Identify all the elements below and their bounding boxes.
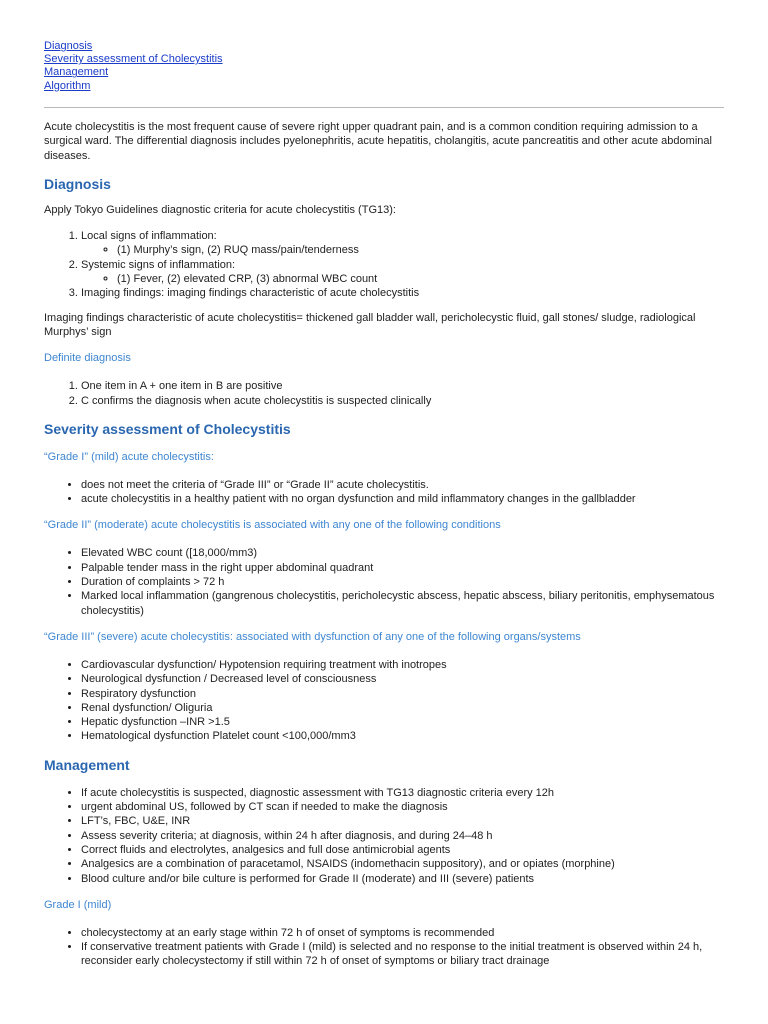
- toc-link-severity[interactable]: Severity assessment of Cholecystitis: [44, 53, 223, 66]
- grade-i-management-list: [44, 926, 728, 969]
- management-list: [44, 786, 728, 886]
- list-item: • does not meet the criteria of “Grade III” or “Grade II” acute cholecystitis.: [81, 478, 728, 492]
- grade-1-list: [44, 478, 728, 507]
- list-item: • If conservative treatment patients with Grade I (mild) is selected and no response to the initial treatment is observed within 24 h, reconsider early cholecystectomy if still within 72 h of onset of symptoms or biliary tract drainage: [81, 940, 728, 969]
- list-item: 3. Imaging findings: imaging findings characteristic of acute cholecystitis: [81, 286, 728, 300]
- list-item: • acute cholecystitis in a healthy patient with no organ dysfunction and mild inflammatory changes in the gallbladder: [81, 492, 728, 506]
- list-item: • cholecystectomy at an early stage within 72 h of onset of symptoms is recommended: [81, 926, 728, 940]
- list-item: • Blood culture and/or bile culture is performed for Grade II (moderate) and III (severe) patients: [81, 872, 728, 886]
- heading-grade-3: “Grade III” (severe) acute cholecystitis: associated with dysfunction of any one of the following organs/systems: [44, 630, 581, 643]
- sub-list: [81, 272, 728, 286]
- heading-definite-diagnosis: Definite diagnosis: [44, 352, 131, 365]
- apply-criteria-text: Apply Tokyo Guidelines diagnostic criteria for acute cholecystitis (TG13):: [44, 203, 396, 216]
- list-item: [81, 258, 728, 287]
- list-item: • Renal dysfunction/ Oliguria: [81, 701, 728, 715]
- list-item: ◦ (1) Murphy’s sign, (2) RUQ mass/pain/tenderness: [117, 243, 728, 257]
- criteria-label: Systemic signs of inflammation:: [81, 258, 236, 271]
- list-item: • Correct fluids and electrolytes, analgesics and full dose antimicrobial agents: [81, 843, 728, 857]
- heading-grade-1: “Grade I” (mild) acute cholecystitis:: [44, 450, 214, 463]
- list-item: 2. C confirms the diagnosis when acute cholecystitis is suspected clinically: [81, 394, 728, 408]
- heading-grade-2: “Grade II” (moderate) acute cholecystitis is associated with any one of the following conditions: [44, 519, 501, 532]
- toc-link-diagnosis[interactable]: Diagnosis: [44, 40, 93, 52]
- list-item: [81, 229, 728, 258]
- list-item: • urgent abdominal US, followed by CT scan if needed to make the diagnosis: [81, 800, 728, 814]
- definite-diagnosis-list: [44, 379, 728, 408]
- heading-severity: Severity assessment of Cholecystitis: [44, 420, 291, 437]
- list-item: • Palpable tender mass in the right upper abdominal quadrant: [81, 561, 728, 575]
- list-item: • Assess severity criteria; at diagnosis, within 24 h after diagnosis, and during 24–48 h: [81, 829, 728, 843]
- list-item: • Respiratory dysfunction: [81, 687, 728, 701]
- list-item: • Duration of complaints > 72 h: [81, 575, 728, 589]
- article-body: [44, 120, 728, 969]
- grade-2-list: [44, 546, 728, 617]
- toc-link-management[interactable]: Management: [44, 66, 109, 79]
- intro-paragraph: Acute cholecystitis is the most frequent cause of severe right upper quadrant pain, and is a common condition requiring admission to a surgical ward. The differential diagnosis includes pyelonephritis, acute hepatitis, cholangitis, acute pancreatitis and other acute abdominal diseases.: [44, 121, 712, 162]
- heading-grade-i-mild: Grade I (mild): [44, 898, 112, 911]
- list-item: • Hepatic dysfunction –INR >1.5: [81, 715, 728, 729]
- imaging-note: Imaging findings characteristic of acute cholecystitis= thickened gall bladder wall, pericholecystic fluid, gall stones/ sludge, radiological Murphys’ sign: [44, 311, 696, 338]
- diagnostic-criteria-list: [44, 229, 728, 300]
- criteria-label: Local signs of inflammation:: [81, 230, 217, 243]
- list-item: • Analgesics are a combination of paracetamol, NSAIDS (indomethacin suppository), and or opiates (morphine): [81, 857, 728, 871]
- list-item: 1. One item in A + one item in B are positive: [81, 379, 728, 393]
- list-item: • If acute cholecystitis is suspected, diagnostic assessment with TG13 diagnostic criteria every 12h: [81, 786, 728, 800]
- list-item: • Neurological dysfunction / Decreased level of consciousness: [81, 672, 728, 686]
- list-item: ◦ (1) Fever, (2) elevated CRP, (3) abnormal WBC count: [117, 272, 728, 286]
- sub-list: [81, 243, 728, 257]
- list-item: • LFT’s, FBC, U&E, INR: [81, 814, 728, 828]
- table-of-contents: [44, 40, 223, 93]
- list-item: • Cardiovascular dysfunction/ Hypotension requiring treatment with inotropes: [81, 658, 728, 672]
- heading-diagnosis: Diagnosis: [44, 175, 111, 192]
- list-item: • Marked local inflammation (gangrenous cholecystitis, pericholecystic abscess, hepatic abscess, biliary peritonitis, emphysematous cholecystitis): [81, 589, 728, 618]
- list-item: • Elevated WBC count ([18,000/mm3): [81, 546, 728, 560]
- divider: [44, 107, 724, 108]
- heading-management: Management: [44, 756, 130, 773]
- list-item: • Hematological dysfunction Platelet count <100,000/mm3: [81, 729, 728, 743]
- grade-3-list: [44, 658, 728, 744]
- toc-link-algorithm[interactable]: Algorithm: [44, 79, 91, 92]
